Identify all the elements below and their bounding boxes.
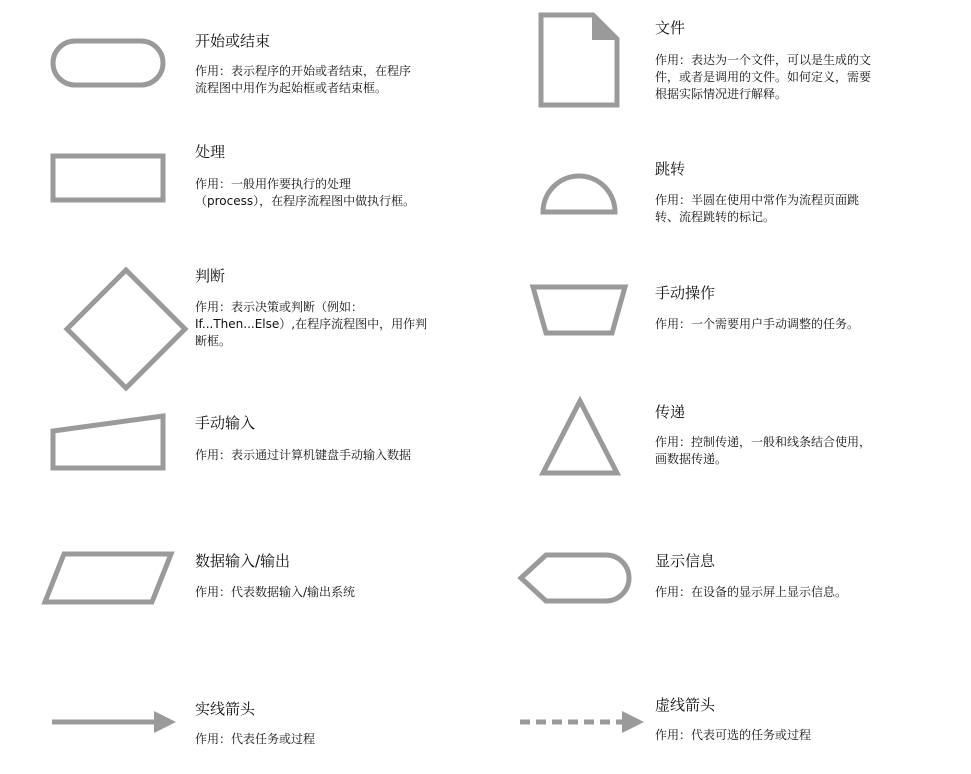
solid-arrow-desc: 作用：代表任务或过程 — [195, 732, 316, 746]
manual-operation-title: 手动操作 — [655, 284, 716, 302]
process-rectangle-icon — [50, 153, 166, 203]
dashed-arrow-title: 虚线箭头 — [655, 696, 716, 714]
jump-desc: 作用：半圆在使用中常作为流程页面跳 转、流程跳转的标记。 — [655, 193, 860, 224]
transfer-desc: 作用：控制传递，一般和线条结合使用， 画数据传递。 — [655, 435, 872, 466]
process-desc: 作用：一般用作要执行的处理 （process），在程序流程图中做执行框。 — [195, 177, 416, 208]
data-io-title: 数据输入/输出 — [195, 552, 291, 570]
start-end-title: 开始或结束 — [195, 32, 271, 50]
data-io-desc: 作用：代表数据输入/输出系统 — [195, 585, 356, 599]
terminator-shape-icon — [50, 38, 166, 88]
manual-operation-desc: 作用：一个需要用户手动调整的任务。 — [655, 317, 860, 331]
decision-title: 判断 — [195, 267, 226, 285]
display-title: 显示信息 — [655, 552, 716, 570]
transfer-triangle-icon — [540, 398, 620, 476]
start-end-desc: 作用：表示程序的开始或者结束，在程序 流程图中用作为起始框或者结束框。 — [195, 64, 412, 95]
manual-input-desc: 作用：表示通过计算机键盘手动输入数据 — [195, 448, 412, 462]
display-desc: 作用：在设备的显示屏上显示信息。 — [655, 585, 848, 599]
manual-input-title: 手动输入 — [195, 414, 256, 432]
dashed-arrow-desc: 作用：代表可选的任务或过程 — [655, 728, 812, 742]
document-desc: 作用：表达为一个文件，可以是生成的文 件，或者是调用的文件。如何定义，需要 根据实际情况进行解释。 — [655, 53, 872, 101]
transfer-title: 传递 — [655, 403, 686, 421]
solid-arrow-title: 实线箭头 — [195, 700, 256, 718]
solid-arrow-icon — [50, 708, 180, 736]
dashed-arrow-icon — [518, 708, 650, 736]
jump-semicircle-icon — [540, 173, 618, 215]
manual-operation-trapezoid-icon — [530, 284, 628, 336]
manual-input-shape-icon — [50, 413, 166, 471]
jump-title: 跳转 — [655, 160, 686, 178]
document-shape-icon — [538, 12, 620, 108]
decision-desc: 作用：表示决策或判断（例如： If...Then...Else）,在程序流程图中，用作判 断框。 — [195, 300, 428, 348]
data-io-parallelogram-icon — [42, 551, 174, 605]
display-shape-icon — [518, 552, 634, 604]
process-title: 处理 — [195, 143, 226, 161]
document-title: 文件 — [655, 19, 686, 37]
decision-diamond-icon — [64, 267, 188, 391]
